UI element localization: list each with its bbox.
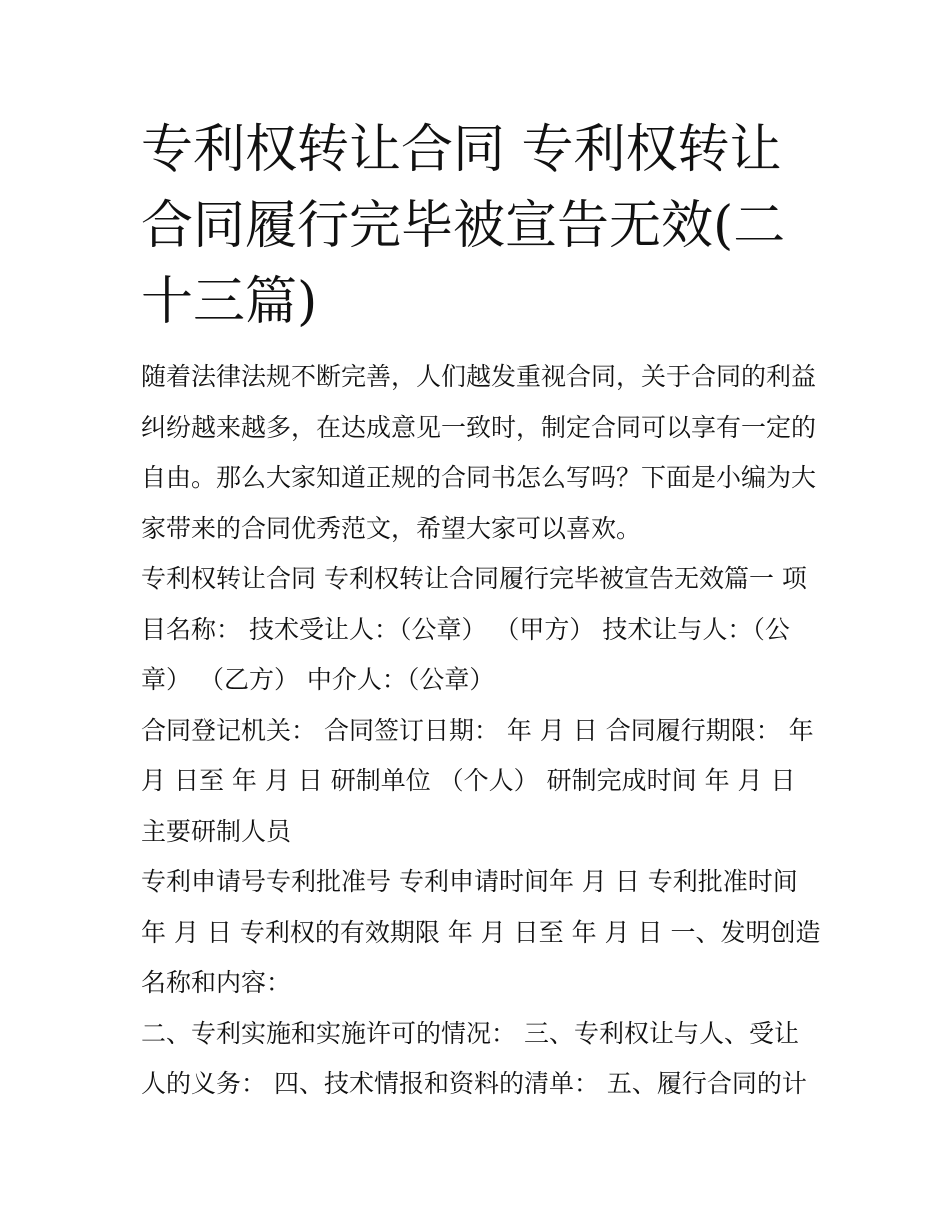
document-body <box>141 352 821 1110</box>
paragraph-obligations: 二、专利实施和实施许可的情况： 三、专利权让与人、受让人的义务： 四、技术情报和资料的清单： 五、履行合同的计 <box>141 1018 807 1098</box>
paragraph-registration-dates: 合同登记机关： 合同签订日期： 年 月 日 合同履行期限： 年 月 日至 年 月 日 研制单位 （个人） 研制完成时间 年 月 日 主要研制人员 <box>141 715 814 846</box>
paragraph-patent-info: 专利申请号专利批准号 专利申请时间年 月 日 专利批准时间 年 月 日 专利权的有效期限 年 月 日至 年 月 日 一、发明创造名称和内容： <box>141 867 821 997</box>
document-title: 专利权转让合同 专利权转让合同履行完毕被宣告无效(二十三篇) <box>141 120 786 332</box>
paragraph-contract-parties: 专利权转让合同 专利权转让合同履行完毕被宣告无效篇一 项目名称： 技术受让人：（公章） （甲方） 技术让与人：（公章） （乙方） 中介人：（公章） <box>141 564 807 694</box>
paragraph-intro: 随着法律法规不断完善，人们越发重视合同，关于合同的利益纠纷越来越多，在达成意见一致时，制定合同可以享有一定的自由。那么大家知道正规的合同书怎么写吗？下面是小编为大家带来的合同优秀范文，希望大家可以喜欢。 <box>141 362 817 543</box>
